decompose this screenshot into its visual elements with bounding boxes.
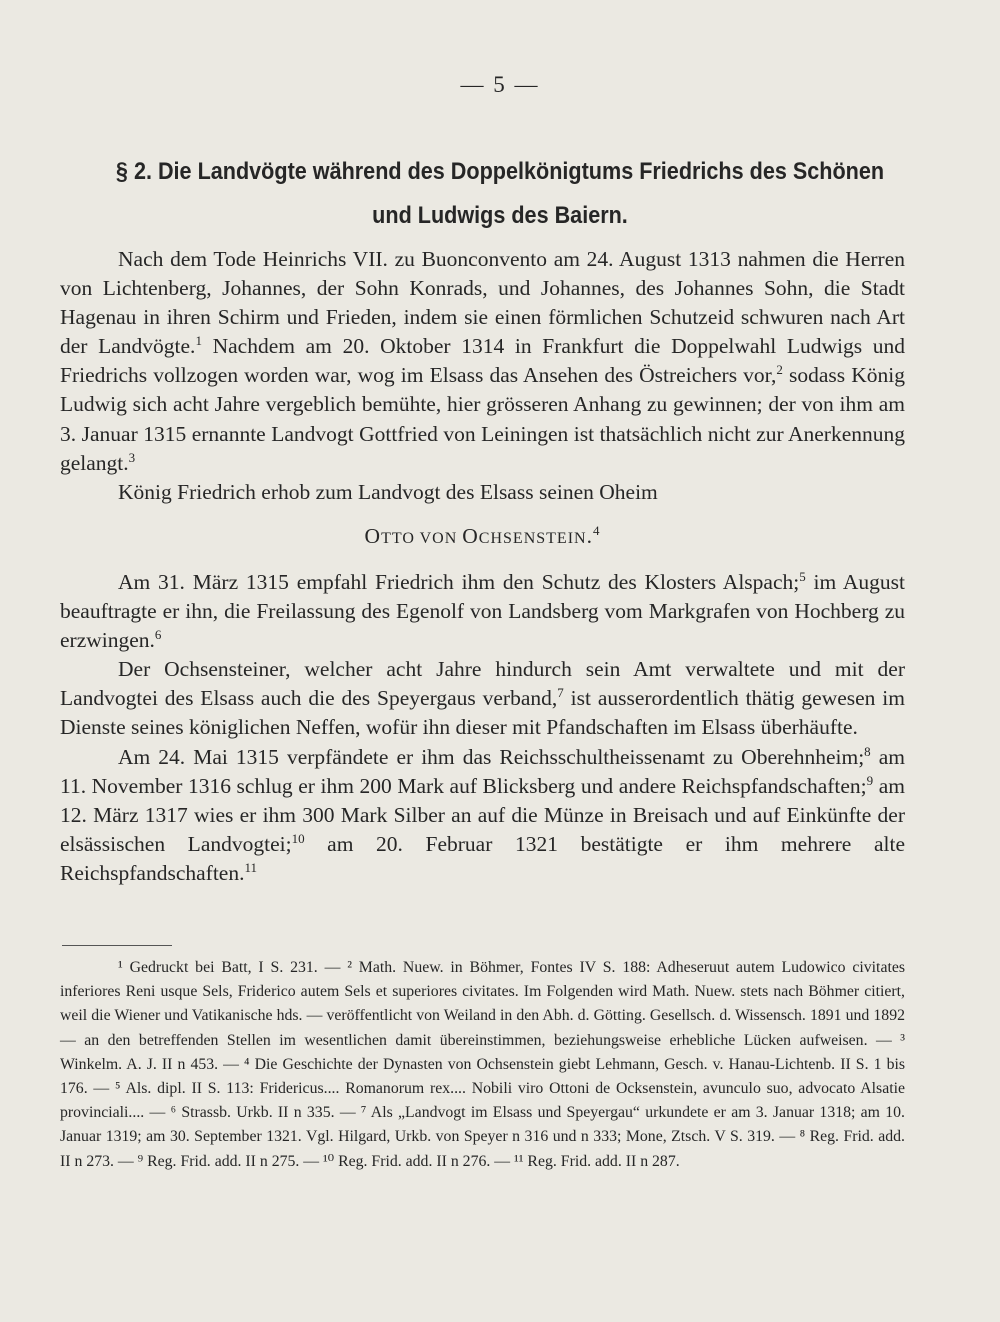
footnote-ref-7: 7 [557,685,564,701]
paragraph-5-text-d: am 20. Februar 1321 bestätigte er ihm mehrere alte Reichspfandschaften. [60,831,905,885]
name-initial-o2: O [462,523,479,548]
name-initial-o: O [364,523,382,548]
paragraph-1 [60,245,905,478]
heading-line-2: und Ludwigs des Baiern. [372,202,628,229]
footnote-ref-4: 4 [592,522,601,538]
paragraph-5-text-b: am 11. November 1316 schlug er ihm 200 Mark auf Blicksberg und andere Reichspfandschaften; [60,744,905,798]
page-number: — 5 — [460,72,540,97]
footnote-ref-1: 1 [195,333,202,349]
footnote-ref-8: 8 [864,743,871,759]
footnote-ref-2: 2 [776,362,783,378]
footnotes: ¹ Gedruckt bei Batt, I S. 231. — ² Math. Nuew. in Böhmer, Fontes IV S. 188: Adheseruut autem Ludowico civitates inferiores Reni usque Sels, Friderico autem Sels et superiores civitates. Im Folgenden wird Math. Nuew. stets nach Böhmer citiert, weil die Wiener und Vatikanische hds. — veröffentlicht von Weiland in den Abh. d. Götting. Gesellsch. d. Wissensch. 1891 und 1892 — an den betreffenden Stellen im wesentlichen damit übereinstimmen, beziehungsweise erhebliche Lücken aufweisen. — ³ Winkelm. A. J. II n 453. — ⁴ Die Geschichte der Dynasten von Ochsenstein giebt Lehmann, Gesch. v. Hanau-Lichtenb. II S. 1 bis 176. — ⁵ Als. dipl. II S. 113: Fridericus.... Romanorum rex.... Nobili viro Ottoni de Ocksenstein, avunculo suo, advocato Alsatie provinciali.... — ⁶ Strassb. Urkb. II n 335. — ⁷ Als „Landvogt im Elsass und Speyergau“ urkundete er am 3. Januar 1318; am 10. Januar 1319; am 30. September 1321. Vgl. Hilgard, Urkb. von Speyer n 316 und n 333; Mone, Ztsch. V S. 319. — ⁸ Reg. Frid. add. II n 273. — ⁹ Reg. Frid. add. II n 275. — ¹⁰ Reg. Frid. add. II n 276. — ¹¹ Reg. Frid. add. II n 287. [60,959,905,1170]
footnote-ref-3: 3 [128,449,136,465]
paragraph-3-text-b: im August beauftragte er ihn, die Freilassung des Egenolf von Landsberg vom Markgrafen von Hochberg zu erzwingen. [60,569,905,653]
paragraph-5-text-c: am 12. März 1317 wies er ihm 300 Mark Silber an auf die Münze in Breisach und auf Einkünfte der elsässischen Landvogtei; [60,773,905,856]
footnote-ref-6: 6 [154,626,162,642]
footnote-divider [62,945,172,946]
footnote-ref-11: 11 [244,859,258,875]
paragraph-3-text-a: Am 31. März 1315 empfahl Friedrich ihm den Schutz des Klosters Alspach; [118,569,800,594]
paragraph-4 [60,655,905,742]
paragraph-5 [60,743,905,888]
paragraph-1-text-a: Nach dem Tode Heinrichs VII. zu Buonconvento am 24. August 1313 nahmen die Herren von Lichtenberg, Johannes, der Sohn Konrads, und Johannes, des Johannes Sohn, die Stadt Hagenau in ihren Schirm und Frieden, indem sie einen förmlichen Schutzeid schwuren nach Art der Landvögte. [60,247,905,359]
paragraph-5-text-a: Am 24. Mai 1315 verpfändete er ihm das Reichsschultheissenamt zu Oberehnheim; [118,744,865,769]
paragraph-1-text-b: Nachdem am 20. Oktober 1314 in Frankfurt die Doppelwahl Ludwigs und Friedrichs vollzogen worden war, wog im Elsass das Ansehen des Östreichers vor, [60,334,905,388]
paragraph-3 [60,568,905,655]
footnote-ref-5: 5 [799,568,806,584]
footnote-ref-9: 9 [866,772,874,788]
footnote-ref-10: 10 [291,830,305,846]
body-text [60,245,905,888]
name-dot: . [586,523,593,548]
name-part-otto: TTO VON [381,529,463,547]
paragraph-1-text-c: sodass König Ludwig sich acht Jahre vergeblich bemühte, hier grösseren Anhang zu gewinnen; der von ihm am 3. Januar 1315 ernannte Landvogt Gottfried von Leiningen ist thatsächlich nicht zur Anerkennung gelangt. [60,363,905,475]
section-heading [104,150,896,238]
paragraph-2: König Friedrich erhob zum Landvogt des Elsass seinen Oheim [118,479,658,504]
paragraph-4-text-a: Der Ochsensteiner, welcher acht Jahre hindurch sein Amt verwaltete und mit der Landvogtei des Elsass auch die des Speyergaus verband, [60,657,905,711]
person-name-heading [60,522,905,553]
name-part-ochsenstein: CHSENSTEIN [478,529,587,547]
paragraph-4-text-b: ist ausserordentlich thätig gewesen im Dienste seines königlichen Neffen, wofür ihn dieser mit Pfandschaften im Elsass überhäufte. [60,686,905,740]
heading-line-1: § 2. Die Landvögte während des Doppelkönigtums Friedrichs des Schönen [115,158,885,185]
